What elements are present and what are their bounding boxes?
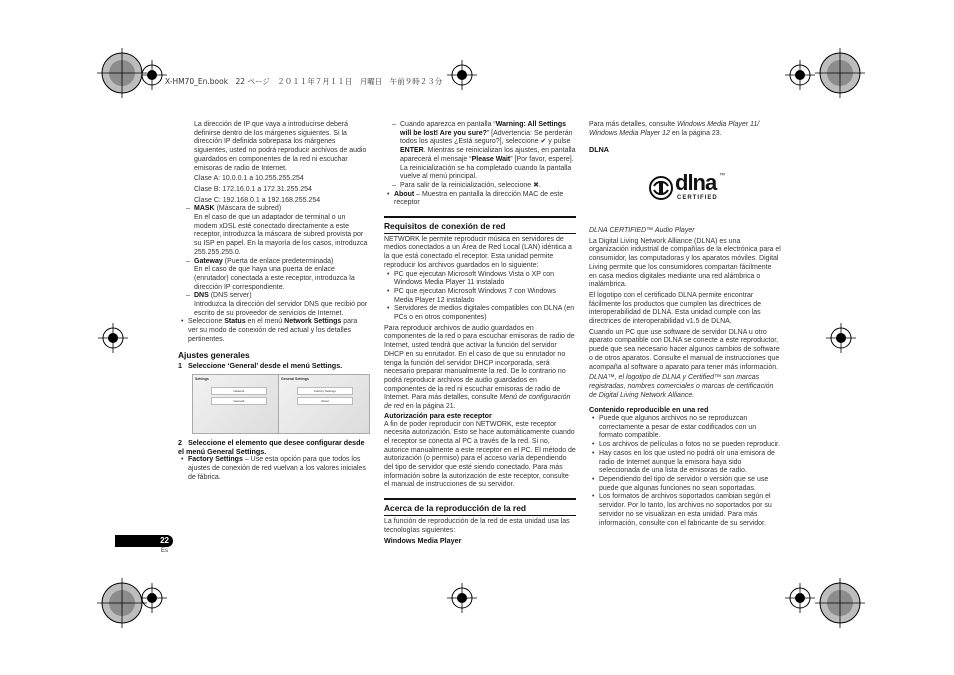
registration-mark-icon (826, 323, 856, 353)
dlna-logo-tm: ™ (719, 173, 725, 179)
mask-item: – MASK (Máscara de subred) (178, 205, 368, 214)
corner-target-icon (97, 578, 147, 628)
general-button: General (211, 397, 267, 405)
req-bullet-3: • Servidores de medios digitales compatibles con DLNA (en PCs o en otros componentes) (384, 305, 576, 322)
dlna-certified: CERTIFIED (677, 195, 718, 201)
wmp-reference: Para más detalles, consulte Windows Media Player 11/ Windows Media Player 12 en la página 23. (589, 121, 760, 137)
column-3-body (589, 227, 781, 528)
status-bullet: • Seleccione Status en el menú Network Settings para ver su modo de conexión de red actual y los detalles pertinentes. (178, 318, 368, 344)
column-1 (178, 121, 368, 371)
req-intro: NETWORK le permite reproducir música en servidores de medios conectados a un Área de Red Local (LAN) idéntica a la que está conectado el receptor. Esta unidad permite reproducir los archivos guardados en lo siguiente: (384, 235, 572, 269)
class-a: Clase A: 10.0.0.1 a 10.255.255.254 (194, 175, 304, 183)
dlna-paragraph-3: Cuando un PC que use software de servidor DLNA u otro aparato compatible con DLNA se conecte a este reproductor, puede que sea necesario hacer algunos cambios de software o de otros aparatos. Consulte el manual de instrucciones que acompaña al software o aparato para tener más información. (589, 328, 780, 371)
registration-mark-icon (98, 323, 128, 353)
acerca-paragraph: La función de reproducción de la red de esta unidad usa las tecnologías siguientes: (384, 517, 570, 534)
dlna-logo (649, 170, 729, 206)
req-bullet-1: • PC que ejecutan Microsoft Windows Vista o XP con Windows Media Player 11 instalado (384, 271, 576, 288)
step-2: 2 Seleccione el elemento que desee configurar desde el menú General Settings. (178, 438, 365, 456)
language-label: Es (161, 548, 169, 554)
dlna-caption: DLNA CERTIFIED™ Audio Player (589, 227, 695, 234)
corner-target-icon (815, 48, 865, 98)
contenido-heading: Contenido reproducible en una red (589, 405, 709, 415)
page-number: 22 (115, 535, 173, 547)
registration-mark-icon (785, 60, 815, 90)
contenido-bullet-3: • Hay casos en los que usted no podrá oír una emisora de radio de Internet aunque la emisora haya sido seleccionada de una lista de emisoras de radio. (589, 450, 781, 476)
dlna-logo-text: dlna (675, 170, 717, 195)
dlna-logo-icon (649, 176, 673, 200)
ajustes-heading: Ajustes generales (178, 349, 250, 360)
req-dhcp-paragraph: Para reproducir archivos de audio guardados en componentes de la red o para escuchar emisoras de radio de Internet, usted tendrá que activar la función del servidor DHCP en su enrutador. En el caso de que su enrutador no tenga la función del servidor DHCP incorporada, será necesario preparar manualmente la red. De lo contrario no podrá reproducir archivos de audio guardados en componentes de la red ni escuchar emisoras de radio de Internet. Para más detalles, consulte Menú de configuración de red en la página 21. (384, 324, 575, 411)
auth-paragraph: A fin de poder reproducir con NETWORK, este receptor necesita autorización. Esto se hace automáticamente cuando el receptor se conecta al PC a través de la red. Si no, autorice manualmente a este receptor en el PC. El método de autorización (o permiso) para el acceso varía dependiendo del tipo de servidor que esté siendo conectado. Para más información sobre la autorización de este receptor, consulte el manual de instrucciones de su servidor. (384, 420, 576, 489)
registration-mark-icon (785, 583, 815, 613)
dlna-paragraph-1: La Digital Living Network Alliance (DLNA) es una organización industrial de compañías de la electrónica para el consumidor, las computadoras y los aparatos móviles. Digital Living permite que los consumidores compartan fácilmente en casa medios digitales mediante una red alámbrica o inalámbrica. (589, 237, 781, 289)
dlna-heading: DLNA (589, 145, 609, 155)
general-settings-screen-image: General Settings Factory Settings About (278, 374, 370, 434)
factory-settings-bullet: • Factory Settings – Use esta opción para que todos los ajustes de conexión de red vuelvan a los valores iniciales de fábrica. (178, 456, 368, 482)
class-c: Clase C: 192.168.0.1 a 192.168.255.254 (194, 196, 321, 204)
dns-item: – DNS (DNS server) (178, 292, 368, 301)
wmp-heading: Windows Media Player (384, 536, 462, 546)
factory-settings-button: Factory Settings (297, 387, 353, 395)
column-1-bottom (178, 439, 368, 483)
reset-exit-item: – Para salir de la reinicialización, seleccione ✖. (384, 182, 576, 191)
mask-description: En el caso de que un adaptador de terminal o un modem xDSL esté conectado directamente a este receptor, introduzca la máscara de subred provista por su ISP en papel. En la mayoría de los casos, introduzca 255.255.255.0. (194, 214, 368, 256)
registration-mark-icon (447, 583, 477, 613)
corner-target-icon (97, 48, 147, 98)
registration-mark-icon (447, 60, 477, 90)
req-bullet-2: • PC que ejecutan Microsoft Windows 7 con Windows Media Player 12 instalado (384, 288, 576, 305)
about-bullet: • About – Muestra en pantalla la dirección MAC de este receptor (384, 191, 576, 208)
gateway-item: – Gateway (Puerta de enlace predeterminada) (178, 258, 368, 267)
ip-range-paragraph: La dirección de IP que vaya a introducirse deberá definirse dentro de los márgenes siguientes. Si la dirección IP definida sobrepasa los márgenes siguientes, usted no podrá reproducir archivos de audio guardados en componentes de la red ni escuchar emisoras de radio de Internet. (194, 121, 367, 172)
column-3 (589, 121, 781, 155)
reset-warning-item: – Cuando aparezca en pantalla “Warning: All Settings will be lost! Are you sure?” [Advertencia: Se perderán todos los ajustes ¿Está seguro?], seleccione ✔ y pulse ENTER. Mientras se reinicializan los ajustes, en pantalla aparecerá el mensaje “Please Wait” [Por favor, espere]. La reinicialización se ha completado cuando la pantalla vuelve al menú principal. (384, 121, 576, 182)
corner-target-icon (815, 578, 865, 628)
contenido-bullet-2: • Los archivos de películas o fotos no se pueden reproducir. (589, 441, 781, 450)
print-header: X-HM70_En.book 22 ページ ２０１１年７月１１日 月曜日 午前９時２３分 (165, 77, 443, 86)
column-2 (384, 121, 576, 546)
step-1: 1 Seleccione ‘General’ desde el menú Settings. (178, 361, 343, 371)
dns-description: Introduzca la dirección del servidor DNS que recibió por escrito de su proveedor de servicios de Internet. (194, 301, 368, 317)
about-button: About (297, 397, 353, 405)
dlna-paragraph-2: El logotipo con el certificado DLNA permite encontrar fácilmente los productos que cumplen las directrices de interoperabilidad de DLNA. Esta unidad cumple con las directrices de interoperabilidad v1.5 de DLNA. (589, 291, 761, 326)
gateway-description: En el caso de que haya una puerta de enlace (enrutador) conectada a este receptor, introduzca la dirección IP correspondiente. (194, 266, 355, 291)
network-button: Network (211, 387, 267, 395)
auth-heading: Autorización para este receptor (384, 410, 492, 420)
dlna-trademark: DLNA™, el logotipo de DLNA y Certified™ son marcas registradas, nombres comerciales o marcas de certificación de Digital Living Network Alliance. (589, 374, 774, 399)
requisitos-heading: Requisitos de conexión de red (384, 222, 576, 234)
contenido-bullet-1: • Puede que algunos archivos no se reproduzcan correctamente a pesar de estar codificados con un formato compatible. (589, 415, 781, 441)
contenido-bullet-4: • Dependiendo del tipo de servidor o versión que se use puede que algunas funciones no sean soportadas. (589, 476, 781, 493)
contenido-bullet-5: • Los formatos de archivos soportados cambian según el servidor. Por lo tanto, los archivos no soportados por su servidor no se visualizan en esta unidad. Para más información, consulte con el fabricante de su servidor. (589, 493, 781, 528)
class-b: Clase B: 172.16.0.1 a 172.31.255.254 (194, 185, 312, 193)
acerca-heading: Acerca de la reproducción de la red (384, 504, 576, 516)
settings-screen-image: Settings Network General (192, 374, 284, 434)
